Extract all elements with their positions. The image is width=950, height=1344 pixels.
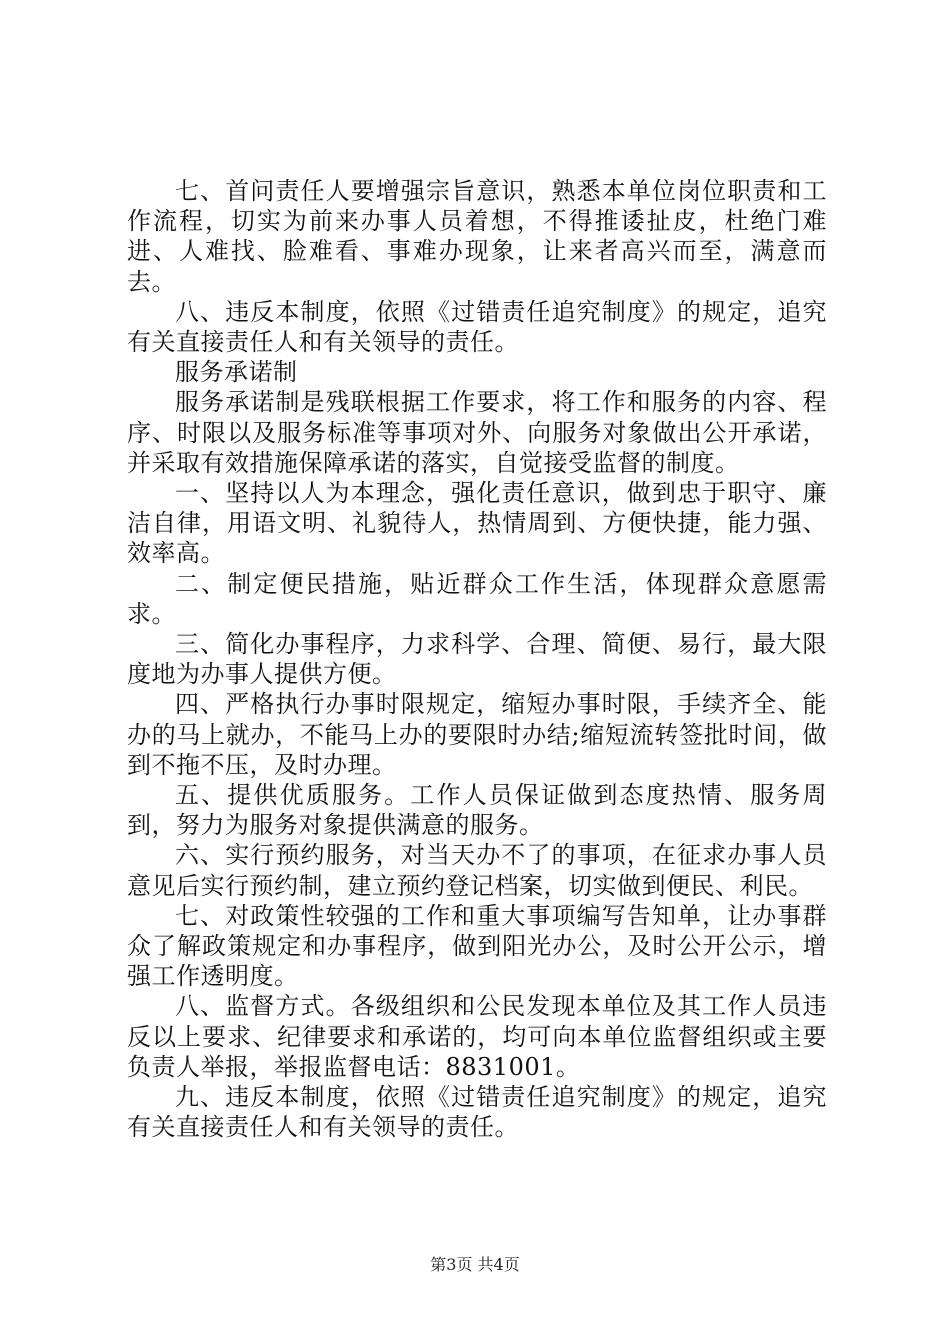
paragraph: 七、对政策性较强的工作和重大事项编写告知单，让办事群众了解政策规定和办事程序，做到阳光办公，及时公开公示，增强工作透明度。 [127,901,827,991]
paragraph: 九、违反本制度，依照《过错责任追究制度》的规定，追究有关直接责任人和有关领导的责任。 [127,1083,827,1142]
document-body [127,176,827,1143]
paragraph: 三、简化办事程序，力求科学、合理、简便、易行，最大限度地为办事人提供方便。 [127,630,827,689]
paragraph: 二、制定便民措施，贴近群众工作生活，体现群众意愿需求。 [127,569,827,628]
paragraph: 五、提供优质服务。工作人员保证做到态度热情、服务周到，努力为服务对象提供满意的服务。 [127,781,827,840]
paragraph: 八、监督方式。各级组织和公民发现本单位及其工作人员违反以上要求、纪律要求和承诺的，均可向本单位监督组织或主要负责人举报，举报监督电话：8831001。 [127,992,827,1081]
paragraph: 四、严格执行办事时限规定，缩短办事时限，手续齐全、能办的马上就办，不能马上办的要限时办结;缩短流转签批时间，做到不拖不压，及时办理。 [127,690,827,779]
paragraph: 服务承诺制是残联根据工作要求，将工作和服务的内容、程序、时限以及服务标准等事项对外、向服务对象做出公开承诺，并采取有效措施保障承诺的落实，自觉接受监督的制度。 [127,388,827,477]
paragraph: 一、坚持以人为本理念，强化责任意识，做到忠于职守、廉洁自律，用语文明、礼貌待人，热情周到、方便快捷，能力强、效率高。 [127,479,827,568]
page-footer: 第3页 共4页 [430,1255,520,1274]
section-heading: 服务承诺制 [175,358,298,387]
paragraph: 八、违反本制度，依照《过错责任追究制度》的规定，追究有关直接责任人和有关领导的责任。 [127,297,827,357]
paragraph: 七、首问责任人要增强宗旨意识，熟悉本单位岗位职责和工作流程，切实为前来办事人员着想，不得推诿扯皮，杜绝门难进、人难找、脸难看、事难办现象，让来者高兴而至，满意而去。 [127,177,827,296]
paragraph: 六、实行预约服务，对当天办不了的事项，在征求办事人员意见后实行预约制，建立预约登记档案，切实做到便民、利民。 [127,841,827,900]
